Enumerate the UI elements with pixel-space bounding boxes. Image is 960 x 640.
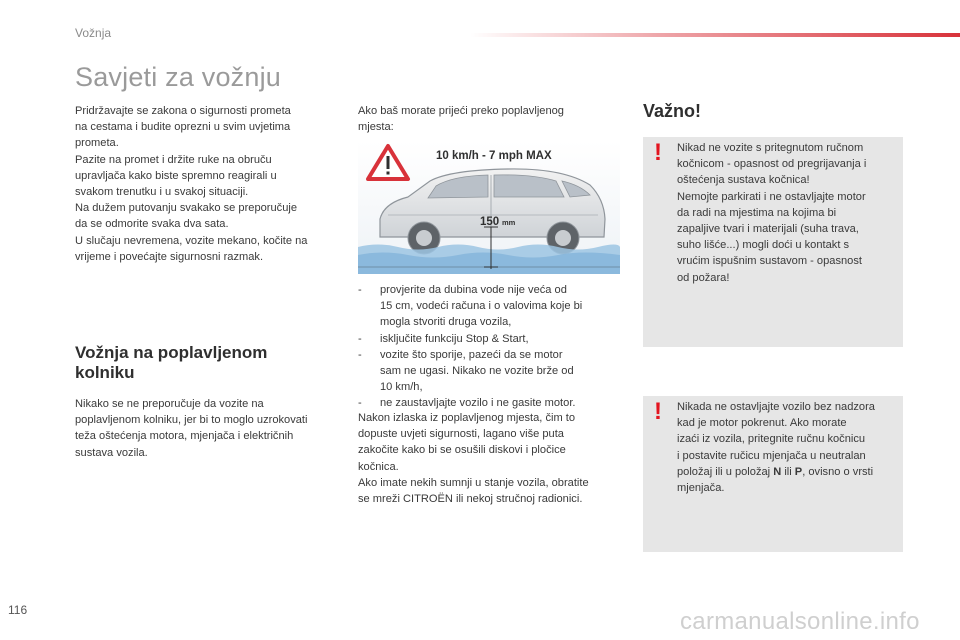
text-line: U slučaju nevremena, vozite mekano, kočite na bbox=[75, 234, 308, 247]
warning-text bbox=[677, 140, 899, 286]
warning-text bbox=[677, 399, 899, 496]
text-line: zapaljive tvari i materijali (suha trava, bbox=[677, 223, 859, 236]
flood-crossing-intro bbox=[358, 103, 620, 135]
exclamation-icon: ! bbox=[654, 398, 662, 425]
heading-line: Vožnja na poplavljenom bbox=[75, 343, 268, 362]
text-line: Nemojte parkirati i ne ostavljajte motor bbox=[677, 190, 866, 203]
text-line: mjenjača. bbox=[677, 482, 725, 495]
text-line: ne zaustavljajte vozilo i ne gasite motor. bbox=[380, 397, 576, 410]
text-run: ili bbox=[781, 465, 795, 478]
text-line: mjesta: bbox=[358, 121, 394, 134]
text-line: sam ne ugasi. Nikako ne vozite brže od bbox=[380, 365, 574, 378]
text-line: Nakon izlaska iz poplavljenog mjesta, čim to bbox=[358, 412, 576, 424]
section-label: Vožnja bbox=[75, 26, 112, 40]
header-accent-bar bbox=[470, 33, 960, 37]
text-line: vrućim ispušnim sustavom - opasnost bbox=[677, 255, 862, 268]
text-line: sustava vozila. bbox=[75, 446, 148, 459]
text-line: i postavite ručicu mjenjača u neutralan bbox=[677, 449, 866, 462]
depth-value: 150 bbox=[480, 216, 500, 228]
list-item bbox=[358, 347, 622, 396]
text-line: vozite što sporije, pazeći da se motor bbox=[380, 348, 563, 361]
depth-unit: mm bbox=[502, 218, 516, 227]
page-title: Savjeti za vožnju bbox=[75, 62, 282, 92]
list-item bbox=[358, 331, 622, 347]
text-line: prometa. bbox=[75, 137, 119, 150]
text-line: svakom trenutku i u svakoj situaciji. bbox=[75, 186, 249, 199]
text-run: položaj ili u položaj bbox=[677, 465, 774, 478]
text-line: zakočite kako bi se osušili diskovi i pločice bbox=[358, 444, 566, 457]
warning-box-unattended bbox=[643, 396, 903, 552]
list-dash: - bbox=[358, 284, 362, 296]
text-line: Ako imate nekih sumnji u stanje vozila, obratite bbox=[358, 476, 589, 489]
warning-box-handbrake bbox=[643, 137, 903, 347]
gear-position-n: N bbox=[773, 465, 782, 478]
important-heading: Važno! bbox=[643, 101, 702, 121]
text-line: vrijeme i povećajte sigurnosni razmak. bbox=[75, 250, 264, 263]
flood-steps-list bbox=[358, 282, 622, 412]
text-line: Nikako se ne preporučuje da vozite na bbox=[75, 398, 264, 410]
after-flood-paragraph bbox=[358, 410, 622, 507]
text-line: 10 km/h, bbox=[380, 381, 423, 394]
text-line: Pazite na promet i držite ruke na obruču bbox=[75, 153, 272, 166]
intro-paragraph bbox=[75, 103, 340, 265]
text-line: od požara! bbox=[677, 271, 730, 284]
text-line: mogla stvoriti druga vozila, bbox=[380, 316, 512, 329]
text-line bbox=[677, 464, 899, 480]
text-line: Nikada ne ostavljajte vozilo bez nadzora bbox=[677, 401, 875, 413]
text-line: kad je motor pokrenut. Ako morate bbox=[677, 417, 847, 430]
gear-position-p: P bbox=[794, 465, 803, 478]
list-dash: - bbox=[358, 332, 362, 345]
text-line: Ako baš morate prijeći preko poplavljenog bbox=[358, 105, 564, 117]
text-line: oštećenja sustava kočnica! bbox=[677, 174, 810, 187]
exclamation-icon: ! bbox=[654, 139, 662, 166]
flood-paragraph bbox=[75, 396, 340, 461]
text-line: poplavljenom kolniku, jer bi to moglo uzrokovati bbox=[75, 414, 308, 427]
text-line: Pridržavajte se zakona o sigurnosti prometa bbox=[75, 105, 291, 117]
text-line: kočnica. bbox=[358, 460, 399, 473]
text-line: suho lišće...) mogli doći u kontakt s bbox=[677, 239, 850, 252]
list-item bbox=[358, 282, 622, 331]
speed-limit-label: 10 km/h - 7 mph MAX bbox=[436, 150, 552, 162]
text-run: , ovisno o vrsti bbox=[802, 465, 874, 478]
text-line: se mreži CITROËN ili nekoj stručnoj radionici. bbox=[358, 493, 583, 506]
page-number: 116 bbox=[8, 603, 28, 617]
text-line: 15 cm, vodeći računa i o valovima koje bi bbox=[380, 300, 583, 313]
flood-section-heading bbox=[75, 343, 335, 383]
flood-depth-illustration bbox=[358, 141, 620, 274]
text-line: upravljača kako biste spremno reagirali u bbox=[75, 169, 277, 182]
text-line: isključite funkciju Stop & Start, bbox=[380, 332, 529, 345]
text-line: dopuste uvjeti sigurnosti, lagano više puta bbox=[358, 428, 564, 441]
text-line: da se odmorite svaka dva sata. bbox=[75, 218, 229, 231]
text-line: na cestama i budite oprezni u svim uvjetima bbox=[75, 121, 291, 134]
text-line: provjerite da dubina vode nije veća od bbox=[380, 284, 567, 296]
text-line: kočnicom - opasnost od pregrijavanja i bbox=[677, 158, 867, 171]
text-line: Nikad ne vozite s pritegnutom ručnom bbox=[677, 142, 864, 154]
text-line: Na dužem putovanju svakako se preporučuje bbox=[75, 202, 298, 215]
text-line: teža oštećenja motora, mjenjača i električnih bbox=[75, 430, 294, 443]
list-dash: - bbox=[358, 397, 362, 410]
heading-line: kolniku bbox=[75, 363, 135, 382]
text-line: da radi na mjestima na kojima bi bbox=[677, 206, 837, 219]
text-line: izaći iz vozila, pritegnite ručnu kočnicu bbox=[677, 433, 866, 446]
list-dash: - bbox=[358, 348, 362, 361]
watermark: carmanualsonline.info bbox=[680, 608, 920, 635]
